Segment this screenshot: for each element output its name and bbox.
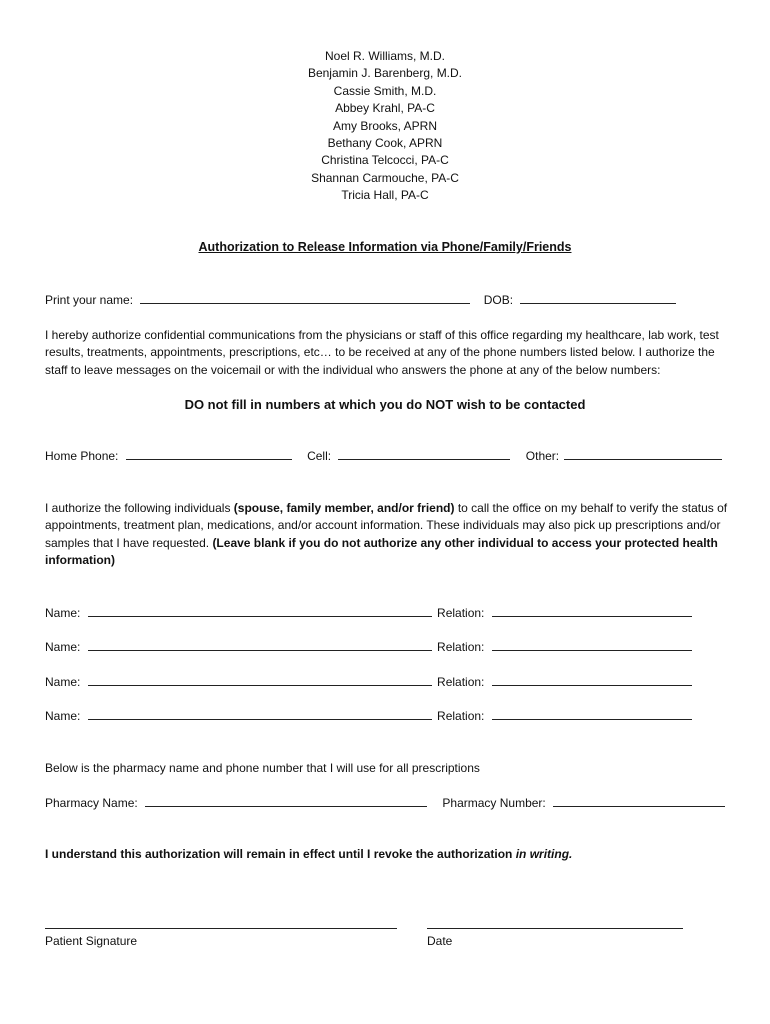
- individuals-bold-2: (Leave blank if you do not authorize any other individual to access your protected health information): [45, 535, 718, 568]
- name-label: Name:: [45, 640, 81, 654]
- individual-row: [45, 605, 692, 620]
- other-label: Other:: [525, 449, 560, 463]
- relation-label: Relation:: [437, 675, 485, 689]
- revoke-text: I understand this authorization will remain in effect until I revoke the authorization: [45, 847, 516, 861]
- revoke-italic: in writing.: [515, 847, 573, 861]
- print-name-field[interactable]: [140, 292, 470, 304]
- dob-field[interactable]: [520, 292, 676, 304]
- provider-name: Christina Telcocci, PA-C: [321, 153, 449, 168]
- pharmacy-number-label: Pharmacy Number:: [442, 796, 546, 810]
- individuals-paragraph: [45, 500, 735, 570]
- provider-name: Noel R. Williams, M.D.: [324, 49, 445, 63]
- individuals-text-1: I authorize the following individuals: [45, 501, 234, 515]
- provider-name: Abbey Krahl, PA-C: [335, 101, 435, 116]
- cell-label: Cell:: [307, 449, 332, 463]
- signature-label: Patient Signature: [45, 934, 138, 948]
- relation-label: Relation:: [437, 709, 485, 723]
- relation-field[interactable]: [492, 639, 692, 651]
- provider-name: Benjamin J. Barenberg, M.D.: [307, 66, 463, 81]
- cell-field[interactable]: [338, 448, 510, 460]
- consent-paragraph: I hereby authorize confidential communications from the physicians or staff of this office regarding my healthcare, lab work, test results, treatments, appointments, prescriptions, etc… to be received at any of the phone numbers listed below. I authorize the staff to leave messages on the voicemail or with the individual who answers the phone at any of the below numbers:: [45, 328, 719, 377]
- pharmacy-name-label: Pharmacy Name:: [45, 796, 138, 810]
- provider-name: Tricia Hall, PA-C: [341, 188, 429, 203]
- name-label: Name:: [45, 709, 81, 723]
- other-field[interactable]: [564, 448, 722, 460]
- individual-row: [45, 708, 692, 723]
- notice-text: DO not fill in numbers at which you do NOT wish to be contacted: [184, 397, 586, 412]
- form-title: Authorization to Release Information via Phone/Family/Friends: [198, 240, 572, 254]
- name-dob-row: [45, 292, 676, 307]
- signature-field[interactable]: [45, 928, 397, 929]
- print-name-label: Print your name:: [45, 293, 134, 307]
- date-field[interactable]: [427, 928, 683, 929]
- individual-name-field[interactable]: [88, 708, 432, 720]
- provider-name: Bethany Cook, APRN: [327, 136, 443, 151]
- relation-label: Relation:: [437, 606, 485, 620]
- home-phone-field[interactable]: [126, 448, 292, 460]
- relation-label: Relation:: [437, 640, 485, 654]
- individual-row: [45, 639, 692, 654]
- relation-field[interactable]: [492, 708, 692, 720]
- individual-name-field[interactable]: [88, 605, 432, 617]
- name-label: Name:: [45, 606, 81, 620]
- name-label: Name:: [45, 675, 81, 689]
- pharmacy-name-field[interactable]: [145, 795, 427, 807]
- relation-field[interactable]: [492, 605, 692, 617]
- provider-name: Amy Brooks, APRN: [332, 118, 438, 133]
- date-label: Date: [427, 934, 453, 948]
- provider-name: Shannan Carmouche, PA-C: [311, 170, 459, 185]
- pharmacy-intro: Below is the pharmacy name and phone number that I will use for all prescriptions: [45, 761, 480, 775]
- revoke-statement: [45, 847, 572, 861]
- phone-row: [45, 448, 722, 463]
- pharmacy-row: [45, 795, 725, 810]
- dob-label: DOB:: [483, 293, 514, 307]
- relation-field[interactable]: [492, 674, 692, 686]
- provider-list: [0, 48, 770, 205]
- individual-name-field[interactable]: [88, 674, 432, 686]
- home-phone-label: Home Phone:: [45, 449, 119, 463]
- individuals-text-2: to call the office on my behalf to verify the status of appointments, treatment plan, medications, and/or account information. These individuals may also pick up prescriptions and/or samples that I have requested.: [45, 501, 728, 550]
- pharmacy-number-field[interactable]: [553, 795, 725, 807]
- individual-name-field[interactable]: [88, 639, 432, 651]
- individual-row: [45, 674, 692, 689]
- individuals-bold-1: (spouse, family member, and/or friend): [233, 501, 455, 515]
- provider-name: Cassie Smith, M.D.: [333, 83, 437, 98]
